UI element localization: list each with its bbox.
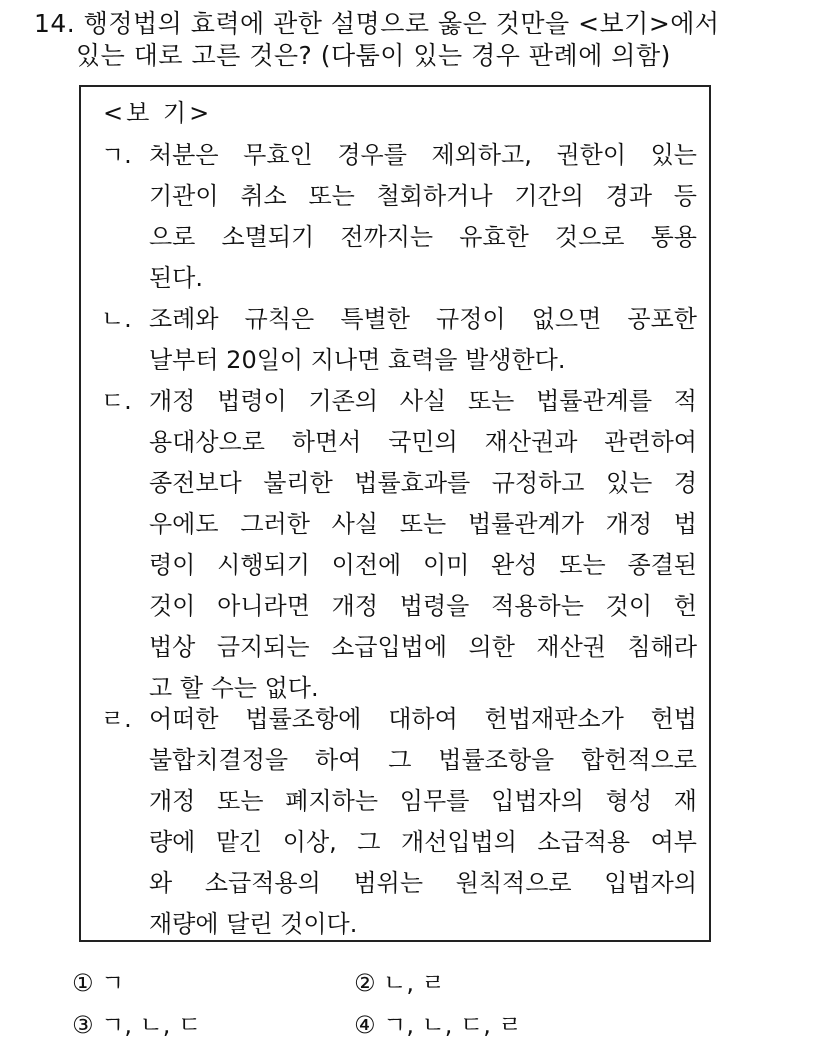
item-label: ㄷ. (101, 387, 132, 415)
choice-2[interactable]: ② ㄴ, ㄹ (354, 969, 445, 997)
item-label: ㄹ. (101, 705, 132, 733)
item-line: 어떠한 법률조항에 대하여 헌법재판소가 헌법 (149, 705, 697, 733)
item-line: 와 소급적용의 범위는 원칙적으로 입법자의 (149, 869, 697, 897)
example-box (79, 85, 711, 942)
item-label: ㄴ. (101, 305, 132, 333)
item-line: 량에 맡긴 이상, 그 개선입법의 소급적용 여부 (149, 828, 697, 856)
item-line: 날부터 20일이 지나면 효력을 발생한다. (149, 346, 566, 374)
item-line: 된다. (149, 264, 203, 292)
item-line: 불합치결정을 하여 그 법률조항을 합헌적으로 (149, 746, 697, 774)
example-item-digeut (101, 381, 697, 709)
item-line: 령이 시행되기 이전에 이미 완성 또는 종결된 (149, 551, 697, 579)
item-line: 기관이 취소 또는 철회하거나 기간의 경과 등 (149, 182, 697, 210)
item-label: ㄱ. (101, 141, 132, 169)
question-stem (34, 8, 814, 72)
example-box-title: <보 기> (103, 99, 213, 127)
item-line: 것이 아니라면 개정 법령을 적용하는 것이 헌 (149, 592, 697, 620)
question-line-1: 14. 행정법의 효력에 관한 설명으로 옳은 것만을 <보기>에서 (34, 9, 720, 38)
item-line: 개정 법령이 기존의 사실 또는 법률관계를 적 (149, 387, 697, 415)
question-line-2: 있는 대로 고른 것은? (다툼이 있는 경우 판례에 의함) (76, 41, 671, 70)
item-line: 법상 금지되는 소급입법에 의한 재산권 침해라 (149, 633, 697, 661)
item-line: 처분은 무효인 경우를 제외하고, 권한이 있는 (149, 141, 697, 169)
choice-4[interactable]: ④ ㄱ, ㄴ, ㄷ, ㄹ (354, 1011, 522, 1039)
item-line: 조례와 규칙은 특별한 규정이 없으면 공포한 (149, 305, 697, 333)
item-line: 용대상으로 하면서 국민의 재산권과 관련하여 (149, 428, 697, 456)
item-line: 개정 또는 폐지하는 임무를 입법자의 형성 재 (149, 787, 697, 815)
item-line: 종전보다 불리한 법률효과를 규정하고 있는 경 (149, 469, 697, 497)
example-item-giyeok (101, 135, 697, 299)
choice-3[interactable]: ③ ㄱ, ㄴ, ㄷ (72, 1011, 202, 1039)
item-line: 고 할 수는 없다. (149, 674, 319, 702)
example-item-nieun (101, 299, 697, 381)
example-item-rieul (101, 699, 697, 945)
item-line: 우에도 그러한 사실 또는 법률관계가 개정 법 (149, 510, 697, 538)
item-line: 으로 소멸되기 전까지는 유효한 것으로 통용 (149, 223, 697, 251)
item-line: 재량에 달린 것이다. (149, 910, 358, 938)
choice-1[interactable]: ① ㄱ (72, 969, 125, 997)
